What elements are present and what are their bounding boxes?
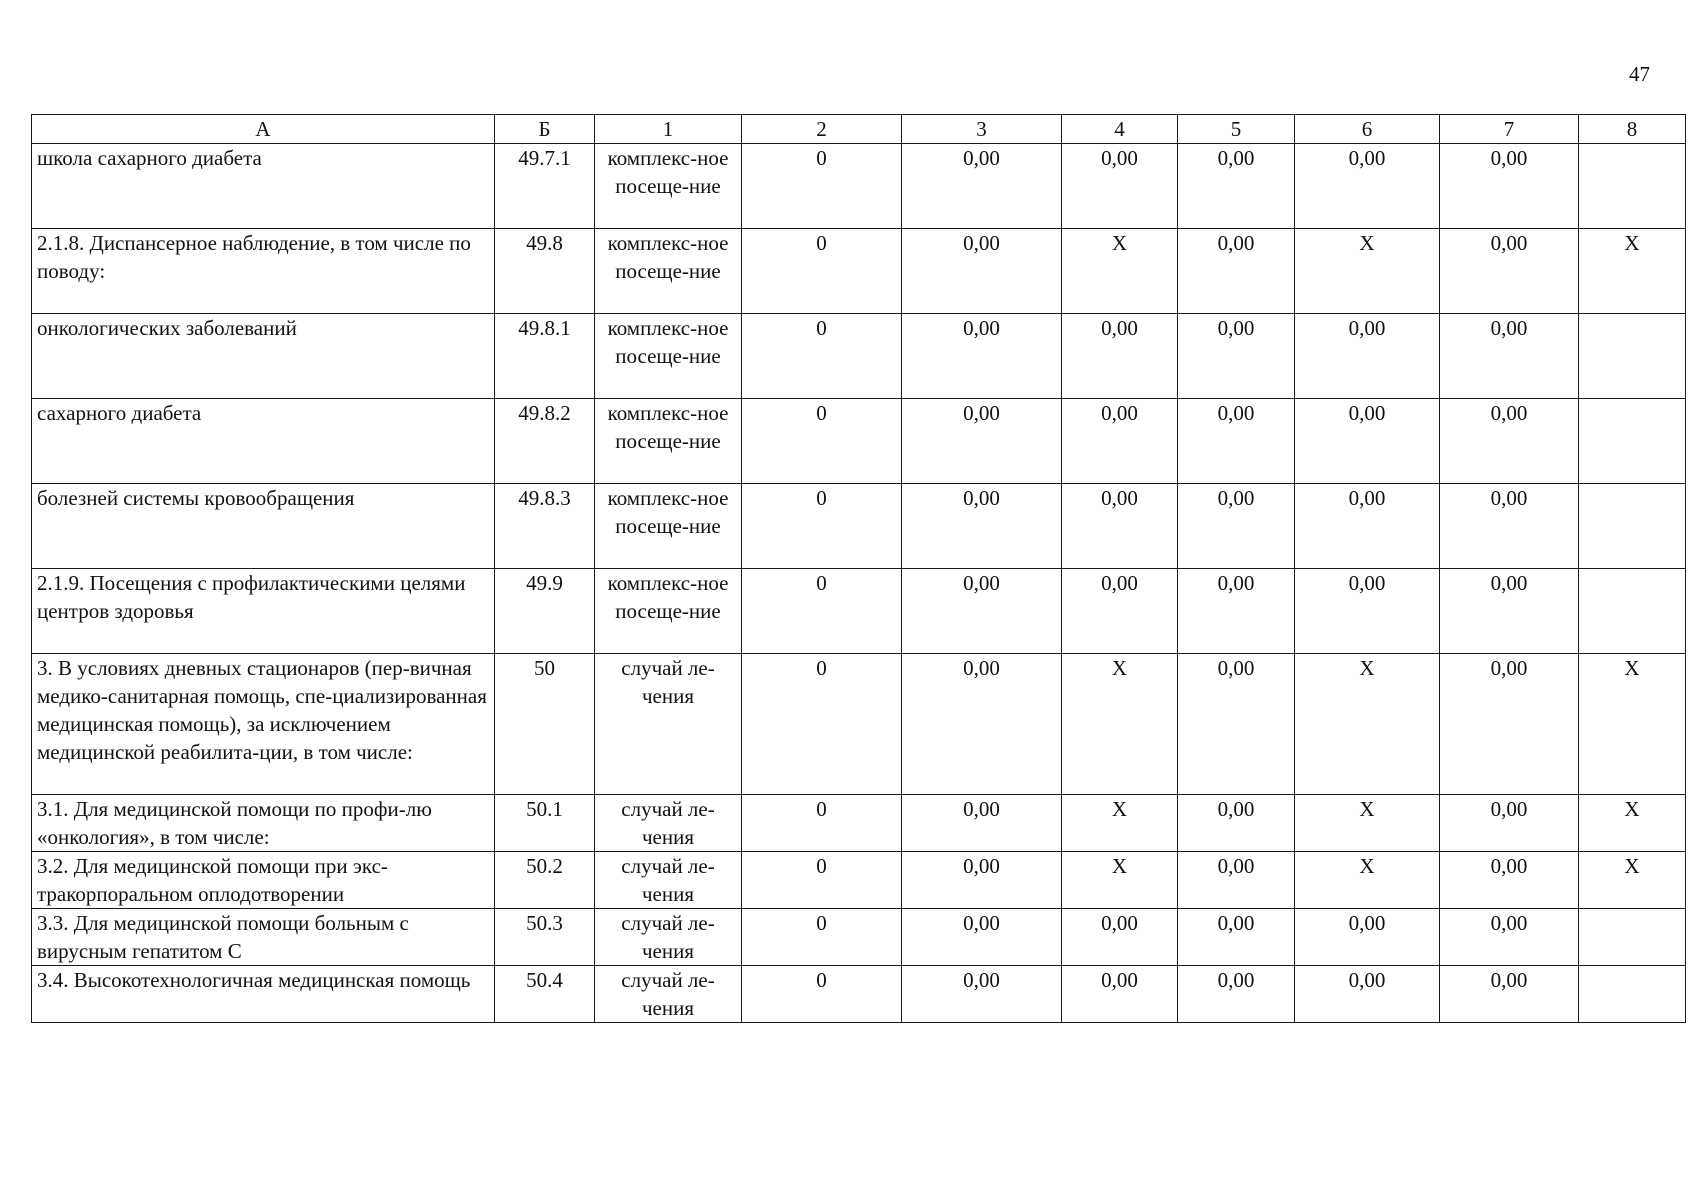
row-name-cell: 3.4. Высокотехнологичная медицинская помощь bbox=[32, 966, 495, 1023]
header-cell-6: 6 bbox=[1295, 115, 1440, 144]
row-unit-cell: случай ле-чения bbox=[595, 966, 742, 1023]
row-code-cell: 50.3 bbox=[495, 909, 595, 966]
row-code-cell: 49.8.2 bbox=[495, 399, 595, 484]
row-name-cell: 3. В условиях дневных стационаров (пер-вичная медико-санитарная помощь, спе-циализированная медицинская помощь), за исключением медицинской реабилита-ции, в том числе: bbox=[32, 654, 495, 795]
row-col2-cell: 0 bbox=[742, 484, 902, 569]
row-col7-cell: 0,00 bbox=[1440, 654, 1579, 795]
row-col3-cell: 0,00 bbox=[902, 569, 1062, 654]
row-name-cell: 3.2. Для медицинской помощи при экс-тракорпоральном оплодотворении bbox=[32, 852, 495, 909]
row-code-cell: 50.2 bbox=[495, 852, 595, 909]
table-row bbox=[32, 399, 1686, 484]
row-code-cell: 49.9 bbox=[495, 569, 595, 654]
row-col6-cell: 0,00 bbox=[1295, 569, 1440, 654]
row-col7-cell: 0,00 bbox=[1440, 399, 1579, 484]
row-code-cell: 49.8.1 bbox=[495, 314, 595, 399]
row-col4-cell: X bbox=[1062, 229, 1178, 314]
row-col6-cell: 0,00 bbox=[1295, 909, 1440, 966]
row-col7-cell: 0,00 bbox=[1440, 966, 1579, 1023]
row-col6-cell: X bbox=[1295, 229, 1440, 314]
header-cell-1: 1 bbox=[595, 115, 742, 144]
row-col5-cell: 0,00 bbox=[1178, 795, 1295, 852]
header-cell-3: 3 bbox=[902, 115, 1062, 144]
row-col4-cell: 0,00 bbox=[1062, 314, 1178, 399]
header-cell-a: А bbox=[32, 115, 495, 144]
row-col8-cell bbox=[1579, 909, 1686, 966]
row-col6-cell: 0,00 bbox=[1295, 484, 1440, 569]
row-col2-cell: 0 bbox=[742, 909, 902, 966]
row-col3-cell: 0,00 bbox=[902, 966, 1062, 1023]
row-col5-cell: 0,00 bbox=[1178, 484, 1295, 569]
row-unit-cell: комплекс-ное посеще-ние bbox=[595, 399, 742, 484]
row-col3-cell: 0,00 bbox=[902, 909, 1062, 966]
row-col4-cell: X bbox=[1062, 654, 1178, 795]
header-cell-8: 8 bbox=[1579, 115, 1686, 144]
page-number: 47 bbox=[1629, 62, 1650, 86]
row-col7-cell: 0,00 bbox=[1440, 229, 1579, 314]
header-cell-b: Б bbox=[495, 115, 595, 144]
row-col6-cell: X bbox=[1295, 654, 1440, 795]
table-row bbox=[32, 144, 1686, 229]
row-code-cell: 50 bbox=[495, 654, 595, 795]
row-col7-cell: 0,00 bbox=[1440, 484, 1579, 569]
row-col5-cell: 0,00 bbox=[1178, 314, 1295, 399]
row-name-cell: онкологических заболеваний bbox=[32, 314, 495, 399]
table-header-row bbox=[32, 115, 1686, 144]
row-col6-cell: 0,00 bbox=[1295, 966, 1440, 1023]
row-col3-cell: 0,00 bbox=[902, 654, 1062, 795]
row-col7-cell: 0,00 bbox=[1440, 569, 1579, 654]
table-row bbox=[32, 229, 1686, 314]
table-row bbox=[32, 909, 1686, 966]
row-unit-cell: комплекс-ное посеще-ние bbox=[595, 569, 742, 654]
row-col4-cell: 0,00 bbox=[1062, 484, 1178, 569]
row-name-cell: школа сахарного диабета bbox=[32, 144, 495, 229]
table-row bbox=[32, 966, 1686, 1023]
row-col2-cell: 0 bbox=[742, 314, 902, 399]
row-col8-cell bbox=[1579, 484, 1686, 569]
row-col5-cell: 0,00 bbox=[1178, 909, 1295, 966]
row-unit-cell: комплекс-ное посеще-ние bbox=[595, 314, 742, 399]
table-row bbox=[32, 314, 1686, 399]
table-row bbox=[32, 654, 1686, 795]
row-col7-cell: 0,00 bbox=[1440, 144, 1579, 229]
row-col4-cell: X bbox=[1062, 795, 1178, 852]
row-col2-cell: 0 bbox=[742, 795, 902, 852]
row-code-cell: 49.7.1 bbox=[495, 144, 595, 229]
row-col4-cell: 0,00 bbox=[1062, 399, 1178, 484]
row-col2-cell: 0 bbox=[742, 399, 902, 484]
row-col7-cell: 0,00 bbox=[1440, 909, 1579, 966]
row-col2-cell: 0 bbox=[742, 654, 902, 795]
row-unit-cell: случай ле-чения bbox=[595, 909, 742, 966]
row-name-cell: 2.1.8. Диспансерное наблюдение, в том числе по поводу: bbox=[32, 229, 495, 314]
row-col7-cell: 0,00 bbox=[1440, 795, 1579, 852]
row-code-cell: 50.4 bbox=[495, 966, 595, 1023]
row-col2-cell: 0 bbox=[742, 966, 902, 1023]
row-col5-cell: 0,00 bbox=[1178, 966, 1295, 1023]
row-col8-cell: X bbox=[1579, 654, 1686, 795]
row-col5-cell: 0,00 bbox=[1178, 399, 1295, 484]
row-col2-cell: 0 bbox=[742, 144, 902, 229]
row-unit-cell: случай ле-чения bbox=[595, 654, 742, 795]
row-code-cell: 49.8.3 bbox=[495, 484, 595, 569]
row-col5-cell: 0,00 bbox=[1178, 229, 1295, 314]
row-col2-cell: 0 bbox=[742, 852, 902, 909]
row-col7-cell: 0,00 bbox=[1440, 852, 1579, 909]
row-code-cell: 50.1 bbox=[495, 795, 595, 852]
row-col6-cell: 0,00 bbox=[1295, 399, 1440, 484]
row-col3-cell: 0,00 bbox=[902, 144, 1062, 229]
table-row bbox=[32, 795, 1686, 852]
row-col8-cell bbox=[1579, 569, 1686, 654]
row-unit-cell: комплекс-ное посеще-ние bbox=[595, 229, 742, 314]
row-col4-cell: X bbox=[1062, 852, 1178, 909]
row-col6-cell: X bbox=[1295, 852, 1440, 909]
row-unit-cell: случай ле-чения bbox=[595, 795, 742, 852]
row-col3-cell: 0,00 bbox=[902, 314, 1062, 399]
row-unit-cell: случай ле-чения bbox=[595, 852, 742, 909]
table-row bbox=[32, 852, 1686, 909]
row-col5-cell: 0,00 bbox=[1178, 144, 1295, 229]
row-unit-cell: комплекс-ное посеще-ние bbox=[595, 144, 742, 229]
row-col3-cell: 0,00 bbox=[902, 399, 1062, 484]
row-col3-cell: 0,00 bbox=[902, 484, 1062, 569]
row-col4-cell: 0,00 bbox=[1062, 144, 1178, 229]
row-name-cell: 3.1. Для медицинской помощи по профи-лю «онкология», в том числе: bbox=[32, 795, 495, 852]
row-name-cell: 2.1.9. Посещения с профилактическими целями центров здоровья bbox=[32, 569, 495, 654]
row-col4-cell: 0,00 bbox=[1062, 966, 1178, 1023]
row-col5-cell: 0,00 bbox=[1178, 852, 1295, 909]
row-col8-cell bbox=[1579, 966, 1686, 1023]
row-unit-cell: комплекс-ное посеще-ние bbox=[595, 484, 742, 569]
header-cell-5: 5 bbox=[1178, 115, 1295, 144]
row-col4-cell: 0,00 bbox=[1062, 909, 1178, 966]
row-col6-cell: 0,00 bbox=[1295, 144, 1440, 229]
row-name-cell: сахарного диабета bbox=[32, 399, 495, 484]
row-name-cell: 3.3. Для медицинской помощи больным с вирусным гепатитом С bbox=[32, 909, 495, 966]
row-col8-cell: X bbox=[1579, 795, 1686, 852]
header-cell-4: 4 bbox=[1062, 115, 1178, 144]
row-col8-cell bbox=[1579, 399, 1686, 484]
row-code-cell: 49.8 bbox=[495, 229, 595, 314]
row-col8-cell: X bbox=[1579, 229, 1686, 314]
row-col4-cell: 0,00 bbox=[1062, 569, 1178, 654]
row-col6-cell: X bbox=[1295, 795, 1440, 852]
row-col2-cell: 0 bbox=[742, 229, 902, 314]
row-col6-cell: 0,00 bbox=[1295, 314, 1440, 399]
row-name-cell: болезней системы кровообращения bbox=[32, 484, 495, 569]
data-table bbox=[31, 114, 1686, 1023]
row-col8-cell bbox=[1579, 144, 1686, 229]
row-col3-cell: 0,00 bbox=[902, 229, 1062, 314]
row-col5-cell: 0,00 bbox=[1178, 569, 1295, 654]
table-row bbox=[32, 484, 1686, 569]
row-col2-cell: 0 bbox=[742, 569, 902, 654]
row-col5-cell: 0,00 bbox=[1178, 654, 1295, 795]
row-col3-cell: 0,00 bbox=[902, 852, 1062, 909]
row-col8-cell bbox=[1579, 314, 1686, 399]
row-col7-cell: 0,00 bbox=[1440, 314, 1579, 399]
row-col3-cell: 0,00 bbox=[902, 795, 1062, 852]
header-cell-7: 7 bbox=[1440, 115, 1579, 144]
table-row bbox=[32, 569, 1686, 654]
row-col8-cell: X bbox=[1579, 852, 1686, 909]
header-cell-2: 2 bbox=[742, 115, 902, 144]
